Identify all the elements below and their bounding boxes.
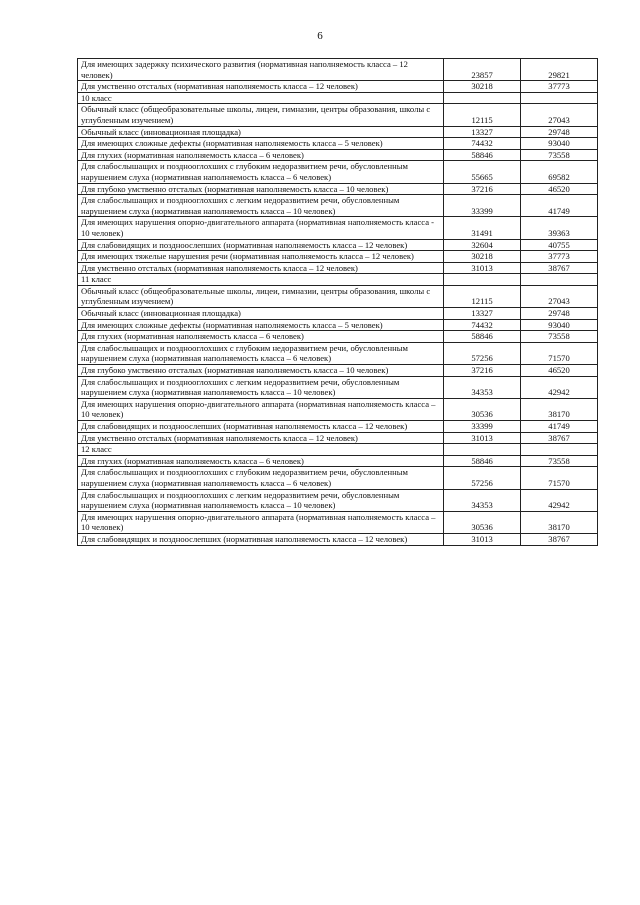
table-row: [78, 331, 598, 343]
value-cell-1: 30536: [444, 511, 521, 533]
value-cell-1: 12115: [444, 104, 521, 126]
value-cell-1: 37216: [444, 183, 521, 195]
class-description: Обычный класс (инновационная площадка): [78, 126, 444, 138]
value-cell-2: 41749: [521, 195, 598, 217]
class-description: Обычный класс (общеобразовательные школы, лицеи, гимназии, центры образования, школы с углубленным изучением): [78, 285, 444, 307]
value-cell-1: 13327: [444, 126, 521, 138]
class-description: Для слабослышащих и позднооглохших с легким недоразвитием речи, обусловленным нарушением слуха (нормативная наполняемость класса – 10 человек): [78, 376, 444, 398]
class-description: Для имеющих сложные дефекты (нормативная наполняемость класса – 5 человек): [78, 319, 444, 331]
value-cell-2: 42942: [521, 489, 598, 511]
table-row: [78, 398, 598, 420]
table-row: [78, 239, 598, 251]
class-description: Для имеющих сложные дефекты (нормативная наполняемость класса – 5 человек): [78, 138, 444, 150]
value-cell-2: 38767: [521, 533, 598, 545]
section-label: 12 класс: [78, 444, 444, 456]
class-description: Для глухих (нормативная наполняемость класса – 6 человек): [78, 455, 444, 467]
value-cell-1: 12115: [444, 285, 521, 307]
class-description: Для слабовидящих и поздноослепших (нормативная наполняемость класса – 12 человек): [78, 533, 444, 545]
value-cell-1: [444, 92, 521, 104]
value-cell-1: 13327: [444, 308, 521, 320]
table-body: [78, 59, 598, 546]
value-cell-2: 41749: [521, 421, 598, 433]
table-row: [78, 376, 598, 398]
value-cell-1: 58846: [444, 455, 521, 467]
table-row: [78, 308, 598, 320]
class-description: Обычный класс (общеобразовательные школы, лицеи, гимназии, центры образования, школы с углубленным изучением): [78, 104, 444, 126]
value-cell-1: 34353: [444, 376, 521, 398]
value-cell-2: 29748: [521, 126, 598, 138]
value-cell-2: 27043: [521, 104, 598, 126]
cost-table: [77, 58, 598, 546]
value-cell-2: 27043: [521, 285, 598, 307]
value-cell-1: 34353: [444, 489, 521, 511]
page-number: 6: [317, 30, 323, 42]
table-row: [78, 511, 598, 533]
class-description: Для глухих (нормативная наполняемость класса – 6 человек): [78, 331, 444, 343]
class-description: Для слабослышащих и позднооглохших с легким недоразвитием речи, обусловленным нарушением слуха (нормативная наполняемость класса – 10 человек): [78, 489, 444, 511]
class-description: Для слабовидящих и поздноослепших (нормативная наполняемость класса – 12 человек): [78, 239, 444, 251]
value-cell-1: 33399: [444, 195, 521, 217]
value-cell-1: 31013: [444, 432, 521, 444]
table-row: [78, 59, 598, 81]
value-cell-2: 46520: [521, 183, 598, 195]
value-cell-2: 42942: [521, 376, 598, 398]
value-cell-1: 58846: [444, 331, 521, 343]
table-row: [78, 467, 598, 489]
class-description: Для имеющих нарушения опорно-двигательного аппарата (нормативная наполняемость класса – 10 человек): [78, 398, 444, 420]
value-cell-1: 58846: [444, 149, 521, 161]
table-row: [78, 217, 598, 239]
table-row: [78, 104, 598, 126]
value-cell-2: 38767: [521, 432, 598, 444]
table-row: [78, 489, 598, 511]
table-row: [78, 161, 598, 183]
table-row: [78, 432, 598, 444]
table-row: [78, 285, 598, 307]
table-row: [78, 533, 598, 545]
value-cell-2: 73558: [521, 149, 598, 161]
value-cell-1: 74432: [444, 138, 521, 150]
value-cell-2: 71570: [521, 467, 598, 489]
value-cell-2: 71570: [521, 342, 598, 364]
value-cell-1: 55665: [444, 161, 521, 183]
value-cell-2: 39363: [521, 217, 598, 239]
class-description: Для слабовидящих и поздноослепших (нормативная наполняемость класса – 12 человек): [78, 421, 444, 433]
value-cell-2: 37773: [521, 81, 598, 93]
value-cell-1: 23857: [444, 59, 521, 81]
class-description: Для глухих (нормативная наполняемость класса – 6 человек): [78, 149, 444, 161]
class-description: Для глубоко умственно отсталых (нормативная наполняемость класса – 10 человек): [78, 365, 444, 377]
section-row: [78, 274, 598, 286]
value-cell-2: 38170: [521, 398, 598, 420]
value-cell-1: 30218: [444, 81, 521, 93]
class-description: Для умственно отсталых (нормативная наполняемость класса – 12 человек): [78, 81, 444, 93]
section-label: 11 класс: [78, 274, 444, 286]
value-cell-2: 37773: [521, 251, 598, 263]
value-cell-2: [521, 444, 598, 456]
value-cell-2: 73558: [521, 455, 598, 467]
table-row: [78, 195, 598, 217]
value-cell-1: 30536: [444, 398, 521, 420]
value-cell-1: 74432: [444, 319, 521, 331]
value-cell-1: [444, 274, 521, 286]
class-description: Для имеющих задержку психического развития (нормативная наполняемость класса – 12 человек): [78, 59, 444, 81]
class-description: Обычный класс (инновационная площадка): [78, 308, 444, 320]
value-cell-2: 73558: [521, 331, 598, 343]
class-description: Для имеющих нарушения опорно-двигательного аппарата (нормативная наполняемость класса – 10 человек): [78, 511, 444, 533]
value-cell-2: 38170: [521, 511, 598, 533]
class-description: Для слабослышащих и позднооглохших с глубоким недоразвитием речи, обусловленным нарушением слуха (нормативная наполняемость класса – 6 человек): [78, 342, 444, 364]
value-cell-2: 93040: [521, 319, 598, 331]
section-row: [78, 92, 598, 104]
table-row: [78, 183, 598, 195]
value-cell-2: 38767: [521, 262, 598, 274]
table-row: [78, 365, 598, 377]
class-description: Для умственно отсталых (нормативная наполняемость класса – 12 человек): [78, 432, 444, 444]
value-cell-2: 93040: [521, 138, 598, 150]
table-row: [78, 421, 598, 433]
table-row: [78, 81, 598, 93]
class-description: Для слабослышащих и позднооглохших с глубоким недоразвитием речи, обусловленным нарушением слуха (нормативная наполняемость класса – 6 человек): [78, 161, 444, 183]
section-row: [78, 444, 598, 456]
value-cell-1: 37216: [444, 365, 521, 377]
value-cell-1: 31013: [444, 262, 521, 274]
value-cell-1: 57256: [444, 342, 521, 364]
value-cell-2: 29821: [521, 59, 598, 81]
table-row: [78, 262, 598, 274]
table-row: [78, 455, 598, 467]
table-row: [78, 251, 598, 263]
value-cell-2: 69582: [521, 161, 598, 183]
value-cell-1: 30218: [444, 251, 521, 263]
value-cell-1: 33399: [444, 421, 521, 433]
table-row: [78, 319, 598, 331]
value-cell-2: 46520: [521, 365, 598, 377]
value-cell-1: 31013: [444, 533, 521, 545]
value-cell-1: [444, 444, 521, 456]
table-row: [78, 138, 598, 150]
class-description: Для имеющих тяжелые нарушения речи (нормативная наполняемость класса – 12 человек): [78, 251, 444, 263]
value-cell-1: 57256: [444, 467, 521, 489]
value-cell-2: 40755: [521, 239, 598, 251]
value-cell-2: [521, 274, 598, 286]
table-row: [78, 149, 598, 161]
section-label: 10 класс: [78, 92, 444, 104]
class-description: Для имеющих нарушения опорно-двигательного аппарата (нормативная наполняемость класса - 10 человек): [78, 217, 444, 239]
value-cell-1: 31491: [444, 217, 521, 239]
value-cell-1: 32604: [444, 239, 521, 251]
class-description: Для слабослышащих и позднооглохших с легким недоразвитием речи, обусловленным нарушением слуха (нормативная наполняемость класса – 10 человек): [78, 195, 444, 217]
class-description: Для слабослышащих и позднооглохших с глубоким недоразвитием речи, обусловленным нарушением слуха (нормативная наполняемость класса – 6 человек): [78, 467, 444, 489]
table-row: [78, 342, 598, 364]
class-description: Для умственно отсталых (нормативная наполняемость класса – 12 человек): [78, 262, 444, 274]
class-description: Для глубоко умственно отсталых (нормативная наполняемость класса – 10 человек): [78, 183, 444, 195]
table-row: [78, 126, 598, 138]
value-cell-2: 29748: [521, 308, 598, 320]
value-cell-2: [521, 92, 598, 104]
